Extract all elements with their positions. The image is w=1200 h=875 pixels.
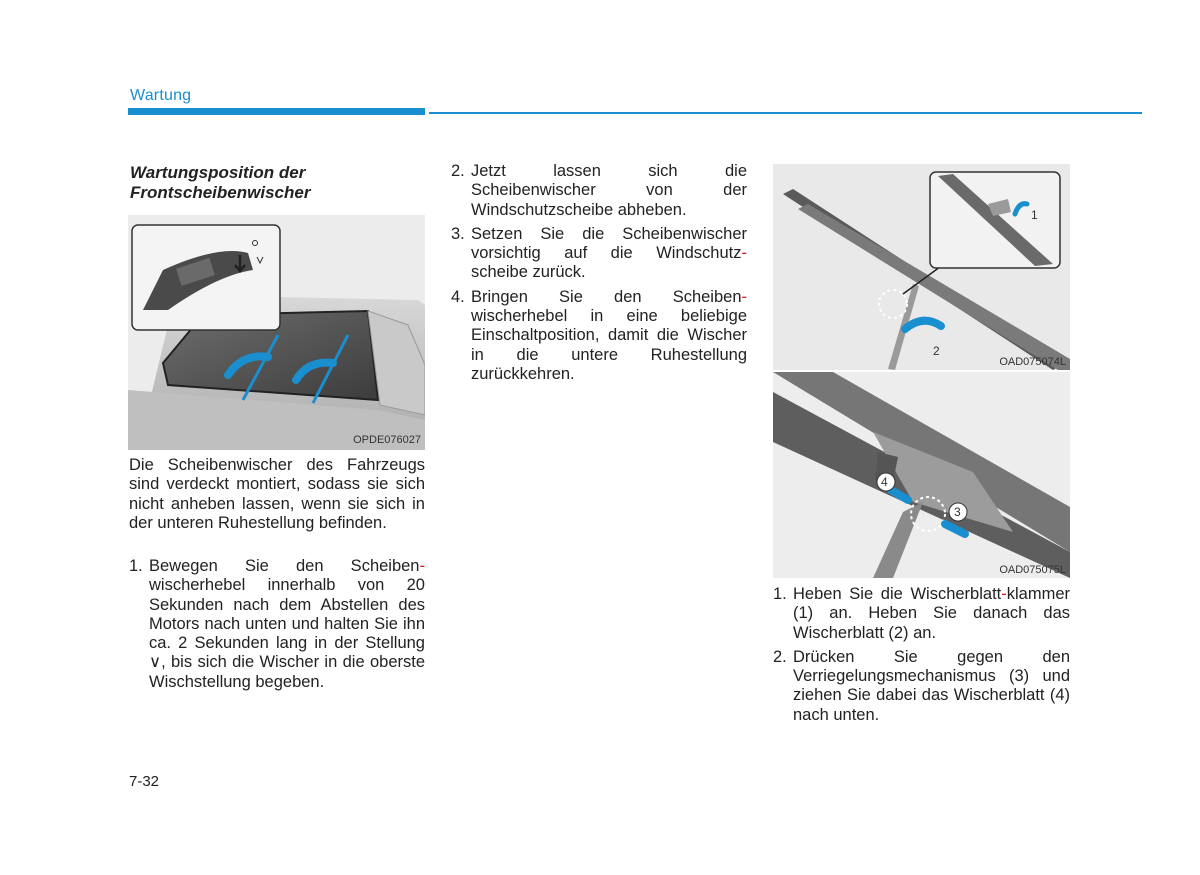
figure-code-right-bottom: OAD075075L [999, 564, 1066, 576]
header-rule-thin [429, 112, 1142, 114]
locking-mechanism-illustration [773, 372, 1070, 578]
steps-middle-list [451, 162, 747, 389]
callout-4: 4 [881, 475, 888, 489]
section-title [130, 163, 430, 203]
page-number: 7-32 [129, 773, 160, 790]
list-item: 2. Drücken Sie gegen den Verriegelungsmechanismus (3) und ziehen Sie dabei das Wischerblatt (4) nach unten. [773, 647, 1070, 724]
running-header: Wartung [130, 87, 192, 104]
wiper-lift-illustration [773, 164, 1070, 370]
windshield-illustration [128, 215, 425, 450]
list-item: 4. Bringen Sie den Scheiben-wischerhebel in eine beliebige Einschaltposition, damit die Wischer in die untere Ruhestellung zurückkehren. [451, 287, 747, 383]
section-title-line-1: Wartungsposition der [130, 163, 306, 182]
section-title-line-2: Frontscheibenwischer [130, 183, 311, 202]
step-number: 2. [451, 162, 465, 180]
figure-code-right-top: OAD075074L [999, 356, 1066, 368]
callout-3: 3 [954, 505, 961, 519]
steps-right-list [773, 585, 1070, 730]
list-item: 1. Bewegen Sie den Scheiben-wischerhebel innerhalb von 20 Sekunden nach dem Abstellen des Motors nach unten und halten Sie ihn ca. 2 Sekunden lang in der Stellung ∨, bis sich die Wischer in die oberste Wischstellung begeben. [129, 557, 425, 691]
step-number: 2. [773, 647, 787, 666]
callout-2: 2 [933, 344, 940, 358]
figure-code-left: OPDE076027 [353, 434, 421, 446]
header-rule-thick [128, 108, 425, 115]
intro-paragraph: Die Scheibenwischer des Fahrzeugs sind verdeckt montiert, sodass sie sich nicht anheben lassen, wenn sie sich in der unteren Ruhestellung befinden. [129, 456, 425, 532]
figure-wiper-locking-mechanism [773, 372, 1070, 578]
list-item: 2. Jetzt lassen sich die Scheibenwischer von der Windschutzscheibe abheben. [451, 162, 747, 219]
step-number: 4. [451, 287, 465, 306]
steps-left-list [129, 557, 425, 697]
step-number: 3. [451, 224, 465, 243]
list-item: 1. Heben Sie die Wischerblatt-klammer (1) an. Heben Sie danach das Wischerblatt (2) an. [773, 585, 1070, 642]
step-number: 1. [129, 557, 143, 575]
figure-windshield-wipers [128, 215, 425, 450]
list-item: 3. Setzen Sie die Scheibenwischer vorsichtig auf die Windschutz-scheibe zurück. [451, 224, 747, 282]
callout-1: 1 [1031, 208, 1038, 222]
figure-wiper-blade-lift [773, 164, 1070, 370]
step-number: 1. [773, 585, 787, 603]
